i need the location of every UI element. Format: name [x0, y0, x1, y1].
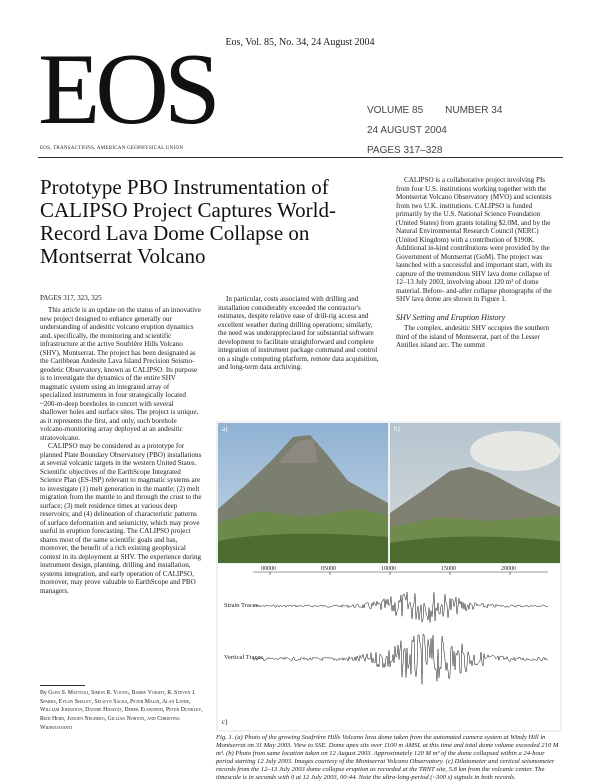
- svg-text:20000: 20000: [501, 566, 516, 572]
- svg-text:15000: 15000: [441, 566, 456, 572]
- paragraph: CALIPSO may be considered as a prototype for planned Plate Boundary Observatory (PBO) installations at several volcanic targets in the western United States. Scientific objectives of the EarthScope Integrated Science Plan (ES-ISP) relevant to magmatic systems are to investigate (1) melt generation in the mantle; (2) melt migration from the mantle to and through the crust to the surface; (3) melt residence times at various deep reservoirs; and (4) delineation of characteristic patterns of surface deformation and seismicity, which may prove useful in eruption forecasting. The CALIPSO project shares most of the same scientific goals and has, moreover, the benefit of a rich existing geophysical context in its deployment at SHV. The experience during instrument design, planning, drilling and installation, systems integration, and early operation of CALIPSO, moreover, may prove valuable to EarthScope and PBO managers.: [40, 442, 202, 595]
- tick-1: [321, 566, 336, 575]
- svg-text:05000: 05000: [321, 566, 336, 572]
- seismogram-panel: [218, 564, 560, 730]
- figure-1: [216, 421, 562, 732]
- volume: VOLUME 85: [367, 105, 424, 116]
- tick-4: [501, 566, 516, 575]
- panel-label-c: c): [222, 718, 228, 726]
- header-rule: [38, 157, 563, 158]
- svg-text:00000: 00000: [261, 566, 276, 572]
- seismogram-chart: [218, 564, 560, 730]
- section-heading: SHV Setting and Eruption History: [396, 312, 506, 322]
- column-1: [40, 306, 202, 595]
- paragraph: This article is an update on the status of an innovative new project designed to enhance generally our understanding of andesitic volcano eruption dynamics and, specifically, the monitoring and scientific infrastructure at the active Soufrière Hills Volcano (SHV), Montserrat. The project has been designated as the Caribbean Andesite Lava Island Precision Seismo-geodetic Observatory, known as CALIPSO. Its purpose is to investigate the dynamics of the entire SHV magmatic system using an integrated array of specialized instruments in four strategically located ~200-m-deep boreholes in concert with several shallower holes and surface sites. The project is unique, as it represents the first, and only, such borehole volcano-monitoring array deployed at an andesitic stratovolcano.: [40, 306, 201, 442]
- eos-logo: EOS: [38, 33, 216, 146]
- tick-2: [381, 566, 396, 575]
- svg-text:10000: 10000: [381, 566, 396, 572]
- byline-authors: Glen S. Mattioli, Simon R. Young, Barry Voight, R. Steven J. Sparks, Eylon Shalev, Selwyn Sacks, Peter Malin, Alan Linde, William Johnston, Dannie Hidayat, Derek Elsworth, Peter Dunkley, Reid Herd, Jurgen Neuberg, Gillian Norton, and Christina Widiwijayanti: [40, 690, 203, 731]
- paragraph: The complex, andesitic SHV occupies the southern third of the island of Montserrat, part of the Lesser Antilles island arc. The summit: [396, 324, 550, 349]
- column-3: [396, 176, 560, 350]
- number: NUMBER 34: [445, 105, 503, 116]
- issue-info: [367, 101, 502, 161]
- column-2: [218, 295, 380, 372]
- photo-before-collapse: [218, 423, 388, 563]
- byline: [40, 689, 208, 733]
- panel-label-b: b): [394, 425, 400, 433]
- strain-trace-label: Strain Traces: [224, 602, 259, 609]
- issue-pages: PAGES 317–328: [367, 145, 443, 156]
- volcano-photo-a: [218, 423, 388, 563]
- strain-trace: [253, 592, 548, 622]
- tick-3: [441, 566, 456, 575]
- paragraph: In particular, costs associated with drilling and installation considerably exceeded the contractor's estimates, despite relative ease of drill-rig access and excellent weather during drilling operations; similarly, the need was underappreciated for substantial software development to facilitate straightforward and complete integration of instrument package command and control on a single computing platform, remote data acquisition, and long-term data archiving.: [218, 295, 379, 371]
- byline-prefix: By: [40, 690, 49, 696]
- logo-subtitle: EOS, TRANSACTIONS, AMERICAN GEOPHYSICAL UNION: [40, 146, 184, 151]
- page-refs: PAGES 317, 323, 325: [40, 294, 102, 302]
- issue-date: 24 AUGUST 2004: [367, 125, 447, 136]
- vertical-trace-label: Vertical Traces: [224, 654, 263, 661]
- vertical-trace: [253, 634, 548, 684]
- panel-label-a: a): [222, 425, 228, 433]
- figure-caption: Fig. 1. (a) Photo of the growing Soufrière Hills Volcano lava dome taken from the automated camera system at Windy Hill in Montserrat on 31 May 2003. View to SSE. Dome apex sits over 1100 m AMSL at this time and total dome volume exceeded 210 M m³. (b) Photo from same location taken on 12 August 2003. Approximately 120 M m³ of the dome collapsed within a 24-hour period starting 12 July 2003. Images courtesy of the Montserrat Volcano Observatory. (c) Dilatometer and vertical seismometer records from the 12–13 July 2003 dome collapse eruption as recorded at the TRNT site, 5.8 km from the volcanic center. The timescale is in seconds with 0 at 12 July 2003, 00:44. Note the ultra-long-period (~300 s) signals in both records.: [216, 734, 559, 781]
- photo-after-collapse: [390, 423, 560, 563]
- article-title: Prototype PBO Instrumentation of CALIPSO Project Captures World-Record Lava Dome Collapse on Montserrat Volcano: [40, 175, 336, 268]
- paragraph: CALIPSO is a collaborative project involving PIs from four U.S. institutions working together with the Montserrat Volcano Observatory (MVO) and scientists from two U.K. institutions. CALIPSO is funded primarily by the U.S. National Science Foundation (United States) from grants totaling $2.0M, and by the Natural Environmental Research Council (NERC) (United Kingdom) with a contribution of $190K. Additional in-kind contributions were provided by the Government of Montserrat (GoM). The project was launched with a successful and important start, with its capture of the tremendous SHV lava dome collapse of 12–13 July 2003, involving about 120 m³ of dome material. Before- and-after collapse photographs of the SHV lava dome are shown in Figure 1.: [396, 176, 552, 303]
- byline-rule: [40, 685, 85, 686]
- running-head: Eos, Vol. 85, No. 34, 24 August 2004: [225, 37, 375, 48]
- volcano-photo-b: [390, 423, 560, 563]
- tick-0: [261, 566, 276, 575]
